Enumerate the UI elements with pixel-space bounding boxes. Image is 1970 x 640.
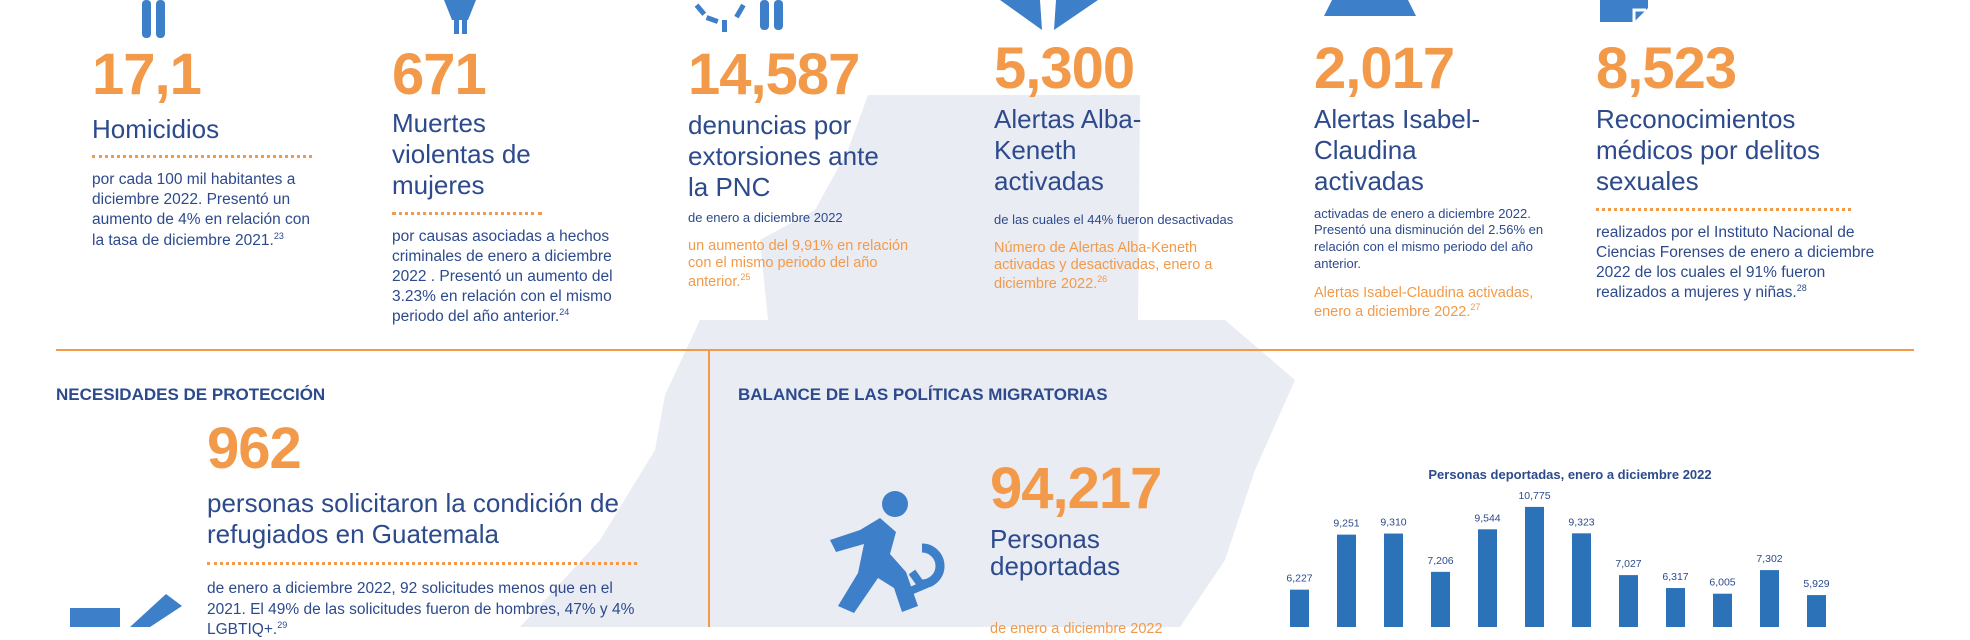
migration-heading: BALANCE DE LAS POLÍTICAS MIGRATORIAS — [738, 385, 1108, 404]
stat-number: 8,523 — [1596, 36, 1737, 101]
chart-data-label: 6,005 — [1709, 576, 1736, 589]
stat-title: Muertes violentas de mujeres — [392, 108, 531, 201]
siren-icon — [1320, 0, 1420, 20]
chart-data-label: 7,206 — [1427, 554, 1454, 567]
footnote-ref: 27 — [1470, 301, 1481, 312]
dotted-divider — [92, 155, 312, 158]
stat-description — [1596, 223, 1886, 304]
extortion-icon — [692, 0, 792, 34]
migration-stat — [990, 456, 1240, 637]
stat-description — [92, 170, 322, 251]
migration-period: de enero a diciembre 2022 — [990, 620, 1163, 637]
stat-reconocimientos — [1596, 36, 1886, 303]
chart-data-label: 9,251 — [1333, 517, 1360, 530]
chart-data-label: 9,310 — [1380, 516, 1407, 529]
protection-title: personas solicitaron la condición de refugiados en Guatemala — [207, 488, 619, 550]
stat-title: Alertas Alba-Keneth activadas — [994, 104, 1142, 197]
stat-description — [392, 227, 644, 328]
chart-bar — [1760, 570, 1779, 627]
stat-title: denuncias por extorsiones ante la PNC — [688, 110, 879, 203]
chart-title: Personas deportadas, enero a diciembre 2022 — [1428, 467, 1712, 482]
dotted-divider — [392, 212, 542, 215]
migration-number: 94,217 — [990, 456, 1162, 521]
stat-isabel-claudina — [1314, 36, 1564, 320]
deportations-bar-chart — [1270, 455, 1870, 627]
footnote-ref: 29 — [277, 619, 288, 630]
protection-heading: NECESIDADES DE PROTECCIÓN — [56, 385, 326, 404]
stat-note-text: Alertas Isabel-Claudina activadas, enero a diciembre 2022. — [1314, 285, 1534, 320]
stat-number: 671 — [392, 42, 486, 107]
chart-data-label: 6,227 — [1286, 572, 1313, 585]
stat-extorsiones — [688, 42, 933, 290]
migration-title: Personas deportadas — [990, 524, 1121, 582]
chart-data-label: 10,775 — [1518, 489, 1551, 502]
stat-title: Homicidios — [92, 114, 220, 144]
alert-icon — [1000, 0, 1100, 32]
chart-bar — [1290, 590, 1309, 627]
chart-data-label: 6,317 — [1662, 571, 1689, 584]
chart-bar — [1713, 594, 1732, 627]
chart-data-label: 5,929 — [1803, 578, 1830, 591]
stat-title: Alertas Isabel-Claudina activadas — [1314, 104, 1481, 197]
protection-stat — [207, 416, 652, 640]
stat-desc-text: por causas asociadas a hechos criminales de enero a diciembre 2022 . Presentó un aumento del 3.23% en relación con el mismo periodo del año anterior. — [392, 227, 613, 326]
stat-number: 2,017 — [1314, 36, 1455, 101]
chart-bar — [1666, 588, 1685, 627]
dotted-divider — [207, 562, 637, 565]
footnote-ref: 25 — [740, 271, 751, 282]
stat-alba-keneth — [994, 36, 1264, 292]
stat-number: 17,1 — [92, 42, 201, 107]
footnote-ref: 24 — [559, 307, 570, 318]
stat-title: Reconocimientos médicos por delitos sexuales — [1596, 104, 1820, 197]
section-divider-vertical — [708, 350, 710, 627]
stat-note-text: Número de Alertas Alba-Keneth activadas y desactivadas, enero a diciembre 2022. — [994, 240, 1213, 292]
chart-bar — [1384, 534, 1403, 627]
footnote-ref: 26 — [1097, 273, 1108, 284]
stat-note — [1314, 285, 1559, 320]
chart-data-label: 7,027 — [1615, 558, 1642, 571]
deported-person-icon — [820, 488, 950, 613]
stat-homicidios — [92, 42, 322, 251]
stat-note — [688, 238, 928, 290]
section-divider-horizontal — [56, 349, 1914, 351]
chart-bar — [1807, 595, 1826, 627]
protection-number: 962 — [207, 416, 301, 481]
chart-data-label: 7,302 — [1756, 553, 1783, 566]
stat-note-text: un aumento del 9,91% en relación con el mismo periodo del año anterior. — [688, 238, 909, 290]
stat-muertes-violentas — [392, 42, 644, 327]
chart-bar — [1572, 533, 1591, 627]
document-icon — [1600, 0, 1650, 24]
chart-data-label: 9,544 — [1474, 512, 1501, 525]
woman-icon — [440, 0, 480, 36]
chart-bar — [1525, 507, 1544, 627]
stat-desc-text: realizados por el Instituto Nacional de Ciencias Forenses de enero a diciembre 2022 de los cuales el 91% fueron realizados a mujeres y niñas. — [1596, 223, 1875, 302]
stat-description: de enero a diciembre 2022 — [688, 209, 843, 225]
stat-note — [994, 240, 1239, 292]
protection-desc-text: de enero a diciembre 2022, 92 solicitudes menos que en el 2021. El 49% de las solicitudes fueron de hombres, 47% y 4% LGBTIQ+. — [207, 580, 635, 638]
refuge-check-icon — [66, 590, 186, 627]
chart-bar — [1619, 575, 1638, 627]
chart-bar — [1478, 529, 1497, 627]
dotted-divider — [1596, 208, 1851, 211]
stat-desc-text: por cada 100 mil habitantes a diciembre 2022. Presentó un aumento de 4% en relación con la tasa de diciembre 2021. — [92, 171, 311, 249]
stat-number: 14,587 — [688, 42, 860, 107]
chart-bar — [1337, 535, 1356, 627]
person-icon — [140, 0, 170, 40]
stat-description: de las cuales el 44% fueron desactivadas — [994, 211, 1234, 227]
chart-data-label: 9,323 — [1568, 516, 1595, 529]
protection-description — [207, 579, 652, 640]
chart-bar — [1431, 572, 1450, 627]
footnote-ref: 23 — [273, 230, 284, 241]
stat-description: activadas de enero a diciembre 2022. Presentó una disminución del 2.56% en relación con el mismo periodo del año anterior. — [1314, 205, 1544, 272]
stat-number: 5,300 — [994, 36, 1135, 101]
footnote-ref: 28 — [1796, 282, 1807, 293]
